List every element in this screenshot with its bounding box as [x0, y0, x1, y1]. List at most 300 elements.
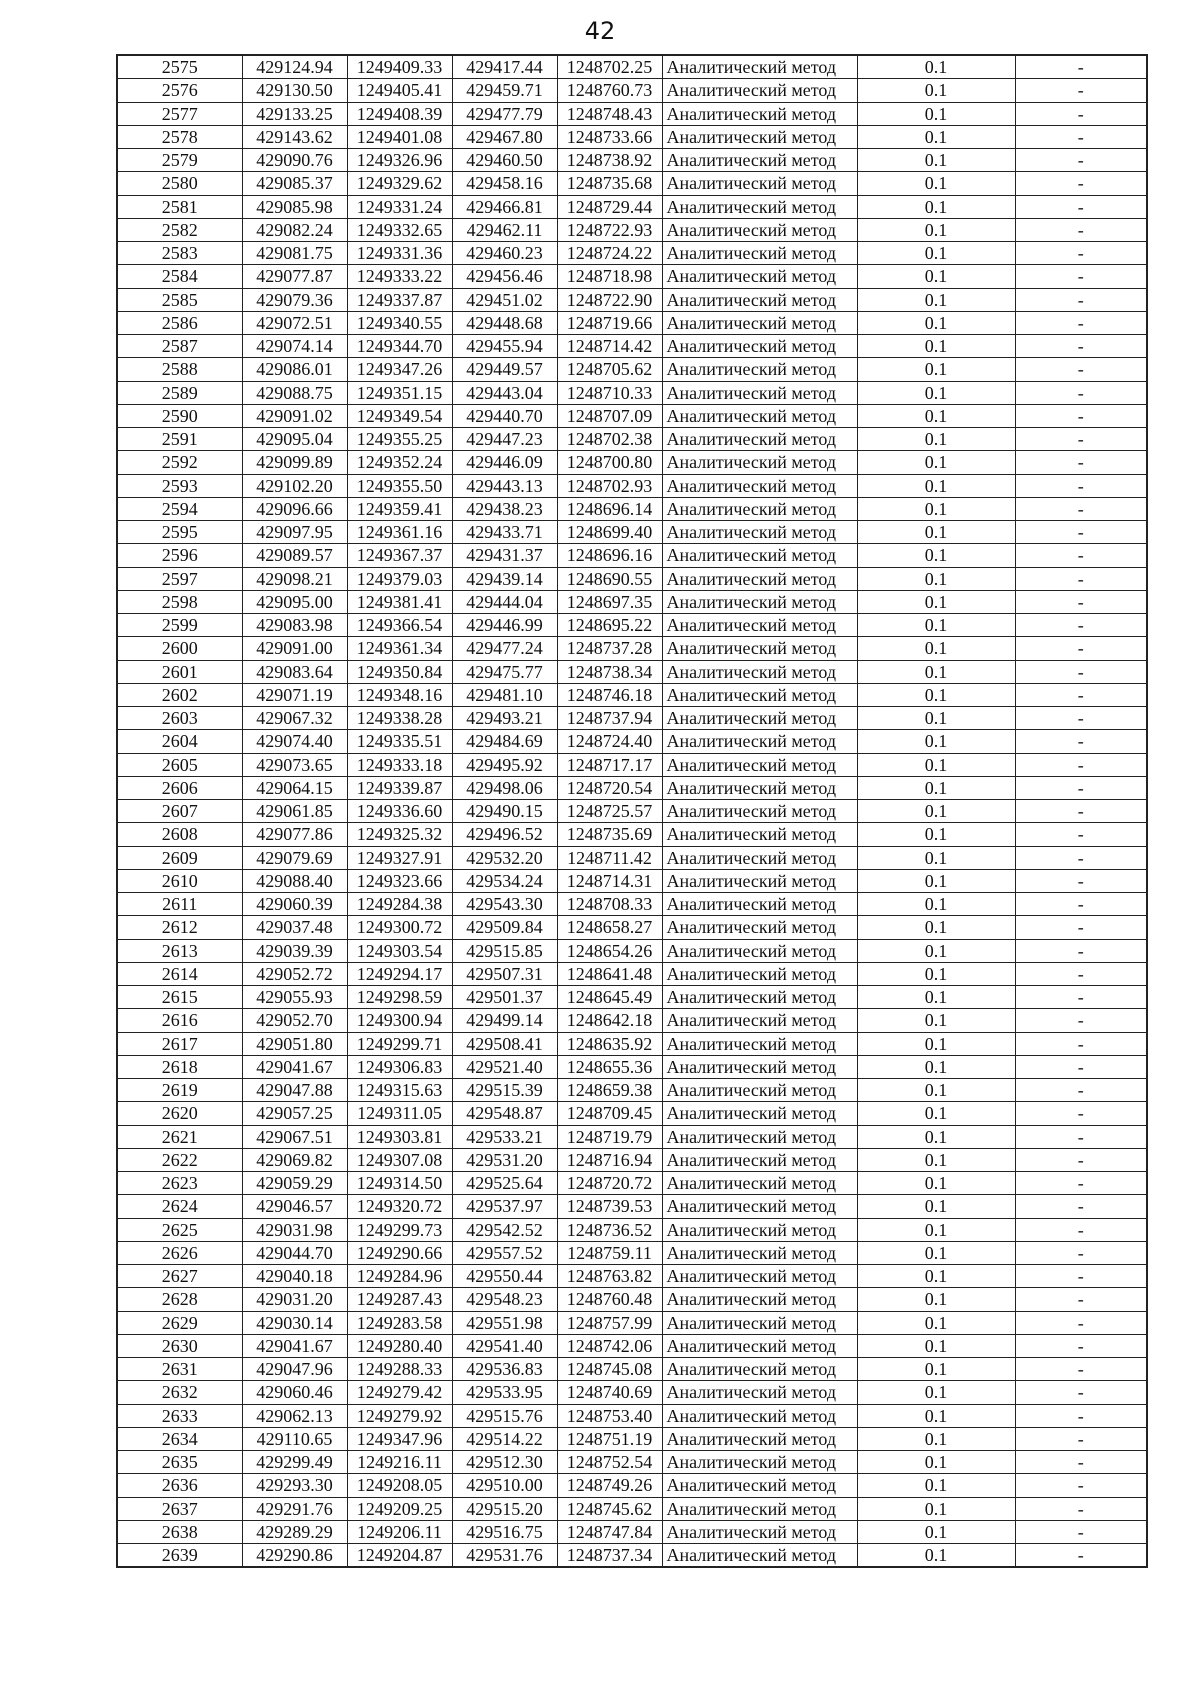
y-new-cell: 1248751.19 [557, 1427, 662, 1450]
table-row [117, 311, 1147, 334]
accuracy-cell: 0.1 [857, 846, 1015, 869]
y-old-cell: 1249361.16 [347, 521, 452, 544]
x-old-cell: 429040.18 [242, 1265, 347, 1288]
method-cell: Аналитический метод [662, 1427, 857, 1450]
accuracy-cell: 0.1 [857, 939, 1015, 962]
point-number-cell: 2621 [117, 1125, 242, 1148]
table-row [117, 939, 1147, 962]
note-cell: - [1015, 172, 1147, 195]
point-number-cell: 2620 [117, 1102, 242, 1125]
method-cell: Аналитический метод [662, 707, 857, 730]
x-new-cell: 429551.98 [452, 1311, 557, 1334]
accuracy-cell: 0.1 [857, 1009, 1015, 1032]
x-old-cell: 429064.15 [242, 776, 347, 799]
y-new-cell: 1248748.43 [557, 102, 662, 125]
point-number-cell: 2599 [117, 614, 242, 637]
accuracy-cell: 0.1 [857, 1404, 1015, 1427]
x-old-cell: 429299.49 [242, 1451, 347, 1474]
accuracy-cell: 0.1 [857, 125, 1015, 148]
x-new-cell: 429460.50 [452, 149, 557, 172]
y-new-cell: 1248738.92 [557, 149, 662, 172]
y-old-cell: 1249314.50 [347, 1172, 452, 1195]
note-cell: - [1015, 916, 1147, 939]
method-cell: Аналитический метод [662, 102, 857, 125]
note-cell: - [1015, 358, 1147, 381]
accuracy-cell: 0.1 [857, 1427, 1015, 1450]
table-row [117, 1427, 1147, 1450]
x-old-cell: 429074.14 [242, 335, 347, 358]
x-old-cell: 429031.20 [242, 1288, 347, 1311]
table-row [117, 869, 1147, 892]
y-old-cell: 1249348.16 [347, 683, 452, 706]
point-number-cell: 2625 [117, 1218, 242, 1241]
x-old-cell: 429037.48 [242, 916, 347, 939]
point-number-cell: 2635 [117, 1451, 242, 1474]
accuracy-cell: 0.1 [857, 1218, 1015, 1241]
point-number-cell: 2601 [117, 660, 242, 683]
table-row [117, 381, 1147, 404]
y-new-cell: 1248724.40 [557, 730, 662, 753]
table-row [117, 497, 1147, 520]
y-old-cell: 1249344.70 [347, 335, 452, 358]
y-old-cell: 1249303.81 [347, 1125, 452, 1148]
note-cell: - [1015, 242, 1147, 265]
x-new-cell: 429537.97 [452, 1195, 557, 1218]
x-old-cell: 429055.93 [242, 986, 347, 1009]
point-number-cell: 2615 [117, 986, 242, 1009]
table-row [117, 265, 1147, 288]
point-number-cell: 2575 [117, 55, 242, 79]
note-cell: - [1015, 660, 1147, 683]
x-new-cell: 429443.04 [452, 381, 557, 404]
y-new-cell: 1248720.72 [557, 1172, 662, 1195]
y-new-cell: 1248645.49 [557, 986, 662, 1009]
x-old-cell: 429082.24 [242, 218, 347, 241]
y-old-cell: 1249284.96 [347, 1265, 452, 1288]
accuracy-cell: 0.1 [857, 1241, 1015, 1264]
x-new-cell: 429515.76 [452, 1404, 557, 1427]
table-row [117, 125, 1147, 148]
point-number-cell: 2603 [117, 707, 242, 730]
note-cell: - [1015, 149, 1147, 172]
point-number-cell: 2616 [117, 1009, 242, 1032]
point-number-cell: 2636 [117, 1474, 242, 1497]
accuracy-cell: 0.1 [857, 1451, 1015, 1474]
method-cell: Аналитический метод [662, 893, 857, 916]
method-cell: Аналитический метод [662, 846, 857, 869]
note-cell: - [1015, 776, 1147, 799]
accuracy-cell: 0.1 [857, 683, 1015, 706]
x-new-cell: 429460.23 [452, 242, 557, 265]
x-old-cell: 429072.51 [242, 311, 347, 334]
x-new-cell: 429462.11 [452, 218, 557, 241]
x-new-cell: 429521.40 [452, 1055, 557, 1078]
point-number-cell: 2584 [117, 265, 242, 288]
x-old-cell: 429079.69 [242, 846, 347, 869]
table-row [117, 428, 1147, 451]
x-old-cell: 429130.50 [242, 79, 347, 102]
point-number-cell: 2607 [117, 800, 242, 823]
point-number-cell: 2585 [117, 288, 242, 311]
x-new-cell: 429536.83 [452, 1358, 557, 1381]
x-new-cell: 429548.23 [452, 1288, 557, 1311]
table-row [117, 335, 1147, 358]
note-cell: - [1015, 451, 1147, 474]
y-old-cell: 1249208.05 [347, 1474, 452, 1497]
y-old-cell: 1249350.84 [347, 660, 452, 683]
method-cell: Аналитический метод [662, 753, 857, 776]
method-cell: Аналитический метод [662, 1288, 857, 1311]
point-number-cell: 2600 [117, 637, 242, 660]
note-cell: - [1015, 730, 1147, 753]
table-row [117, 1520, 1147, 1543]
x-old-cell: 429102.20 [242, 474, 347, 497]
method-cell: Аналитический метод [662, 265, 857, 288]
y-new-cell: 1248763.82 [557, 1265, 662, 1288]
x-old-cell: 429085.37 [242, 172, 347, 195]
note-cell: - [1015, 335, 1147, 358]
x-old-cell: 429289.29 [242, 1520, 347, 1543]
table-row [117, 149, 1147, 172]
note-cell: - [1015, 195, 1147, 218]
method-cell: Аналитический метод [662, 1451, 857, 1474]
accuracy-cell: 0.1 [857, 544, 1015, 567]
y-old-cell: 1249349.54 [347, 404, 452, 427]
y-new-cell: 1248714.31 [557, 869, 662, 892]
y-old-cell: 1249366.54 [347, 614, 452, 637]
point-number-cell: 2611 [117, 893, 242, 916]
x-old-cell: 429085.98 [242, 195, 347, 218]
accuracy-cell: 0.1 [857, 195, 1015, 218]
method-cell: Аналитический метод [662, 1172, 857, 1195]
x-old-cell: 429057.25 [242, 1102, 347, 1125]
y-old-cell: 1249331.24 [347, 195, 452, 218]
table-row [117, 1265, 1147, 1288]
method-cell: Аналитический метод [662, 776, 857, 799]
y-new-cell: 1248710.33 [557, 381, 662, 404]
table-row [117, 55, 1147, 79]
note-cell: - [1015, 218, 1147, 241]
method-cell: Аналитический метод [662, 986, 857, 1009]
method-cell: Аналитический метод [662, 1381, 857, 1404]
method-cell: Аналитический метод [662, 962, 857, 985]
accuracy-cell: 0.1 [857, 149, 1015, 172]
note-cell: - [1015, 1218, 1147, 1241]
y-old-cell: 1249340.55 [347, 311, 452, 334]
x-old-cell: 429030.14 [242, 1311, 347, 1334]
x-old-cell: 429124.94 [242, 55, 347, 79]
accuracy-cell: 0.1 [857, 265, 1015, 288]
accuracy-cell: 0.1 [857, 381, 1015, 404]
method-cell: Аналитический метод [662, 730, 857, 753]
table-row [117, 521, 1147, 544]
point-number-cell: 2626 [117, 1241, 242, 1264]
y-new-cell: 1248709.45 [557, 1102, 662, 1125]
method-cell: Аналитический метод [662, 916, 857, 939]
note-cell: - [1015, 1427, 1147, 1450]
y-old-cell: 1249204.87 [347, 1544, 452, 1568]
y-new-cell: 1248740.69 [557, 1381, 662, 1404]
note-cell: - [1015, 869, 1147, 892]
method-cell: Аналитический метод [662, 358, 857, 381]
accuracy-cell: 0.1 [857, 1474, 1015, 1497]
y-new-cell: 1248702.25 [557, 55, 662, 79]
accuracy-cell: 0.1 [857, 1148, 1015, 1171]
x-new-cell: 429507.31 [452, 962, 557, 985]
point-number-cell: 2587 [117, 335, 242, 358]
note-cell: - [1015, 590, 1147, 613]
method-cell: Аналитический метод [662, 1311, 857, 1334]
y-old-cell: 1249339.87 [347, 776, 452, 799]
y-old-cell: 1249311.05 [347, 1102, 452, 1125]
accuracy-cell: 0.1 [857, 1358, 1015, 1381]
y-new-cell: 1248719.79 [557, 1125, 662, 1148]
x-new-cell: 429495.92 [452, 753, 557, 776]
x-old-cell: 429077.86 [242, 823, 347, 846]
accuracy-cell: 0.1 [857, 1079, 1015, 1102]
note-cell: - [1015, 1032, 1147, 1055]
x-new-cell: 429509.84 [452, 916, 557, 939]
x-old-cell: 429060.46 [242, 1381, 347, 1404]
table-row [117, 102, 1147, 125]
method-cell: Аналитический метод [662, 869, 857, 892]
point-number-cell: 2590 [117, 404, 242, 427]
table-row [117, 1148, 1147, 1171]
accuracy-cell: 0.1 [857, 660, 1015, 683]
note-cell: - [1015, 1009, 1147, 1032]
accuracy-cell: 0.1 [857, 916, 1015, 939]
y-new-cell: 1248752.54 [557, 1451, 662, 1474]
y-new-cell: 1248724.22 [557, 242, 662, 265]
note-cell: - [1015, 823, 1147, 846]
x-new-cell: 429475.77 [452, 660, 557, 683]
note-cell: - [1015, 497, 1147, 520]
accuracy-cell: 0.1 [857, 869, 1015, 892]
x-new-cell: 429543.30 [452, 893, 557, 916]
table-row [117, 242, 1147, 265]
accuracy-cell: 0.1 [857, 102, 1015, 125]
x-old-cell: 429067.32 [242, 707, 347, 730]
y-new-cell: 1248658.27 [557, 916, 662, 939]
note-cell: - [1015, 1311, 1147, 1334]
note-cell: - [1015, 311, 1147, 334]
x-new-cell: 429440.70 [452, 404, 557, 427]
y-old-cell: 1249347.26 [347, 358, 452, 381]
y-new-cell: 1248737.94 [557, 707, 662, 730]
method-cell: Аналитический метод [662, 1334, 857, 1357]
point-number-cell: 2589 [117, 381, 242, 404]
x-old-cell: 429091.02 [242, 404, 347, 427]
x-new-cell: 429496.52 [452, 823, 557, 846]
y-old-cell: 1249290.66 [347, 1241, 452, 1264]
method-cell: Аналитический метод [662, 335, 857, 358]
table-row [117, 660, 1147, 683]
x-new-cell: 429447.23 [452, 428, 557, 451]
note-cell: - [1015, 1102, 1147, 1125]
point-number-cell: 2609 [117, 846, 242, 869]
method-cell: Аналитический метод [662, 1055, 857, 1078]
table-row [117, 683, 1147, 706]
y-new-cell: 1248708.33 [557, 893, 662, 916]
x-new-cell: 429516.75 [452, 1520, 557, 1543]
y-old-cell: 1249307.08 [347, 1148, 452, 1171]
point-number-cell: 2576 [117, 79, 242, 102]
y-old-cell: 1249405.41 [347, 79, 452, 102]
y-new-cell: 1248696.14 [557, 497, 662, 520]
table-row [117, 893, 1147, 916]
y-new-cell: 1248720.54 [557, 776, 662, 799]
x-old-cell: 429095.00 [242, 590, 347, 613]
note-cell: - [1015, 288, 1147, 311]
x-old-cell: 429041.67 [242, 1055, 347, 1078]
x-new-cell: 429446.09 [452, 451, 557, 474]
note-cell: - [1015, 1125, 1147, 1148]
note-cell: - [1015, 614, 1147, 637]
method-cell: Аналитический метод [662, 218, 857, 241]
note-cell: - [1015, 1172, 1147, 1195]
method-cell: Аналитический метод [662, 567, 857, 590]
x-new-cell: 429456.46 [452, 265, 557, 288]
table-row [117, 614, 1147, 637]
y-new-cell: 1248635.92 [557, 1032, 662, 1055]
note-cell: - [1015, 381, 1147, 404]
accuracy-cell: 0.1 [857, 614, 1015, 637]
x-old-cell: 429083.98 [242, 614, 347, 637]
x-new-cell: 429490.15 [452, 800, 557, 823]
x-old-cell: 429046.57 [242, 1195, 347, 1218]
method-cell: Аналитический метод [662, 1148, 857, 1171]
y-old-cell: 1249352.24 [347, 451, 452, 474]
table-row [117, 986, 1147, 1009]
method-cell: Аналитический метод [662, 1358, 857, 1381]
note-cell: - [1015, 1079, 1147, 1102]
x-new-cell: 429449.57 [452, 358, 557, 381]
note-cell: - [1015, 428, 1147, 451]
accuracy-cell: 0.1 [857, 1497, 1015, 1520]
x-old-cell: 429099.89 [242, 451, 347, 474]
note-cell: - [1015, 1148, 1147, 1171]
point-number-cell: 2586 [117, 311, 242, 334]
table-row [117, 79, 1147, 102]
point-number-cell: 2602 [117, 683, 242, 706]
method-cell: Аналитический метод [662, 1520, 857, 1543]
y-old-cell: 1249331.36 [347, 242, 452, 265]
table-row [117, 1009, 1147, 1032]
accuracy-cell: 0.1 [857, 288, 1015, 311]
note-cell: - [1015, 1195, 1147, 1218]
y-new-cell: 1248695.22 [557, 614, 662, 637]
method-cell: Аналитический метод [662, 1102, 857, 1125]
x-new-cell: 429459.71 [452, 79, 557, 102]
accuracy-cell: 0.1 [857, 1544, 1015, 1568]
point-number-cell: 2613 [117, 939, 242, 962]
x-new-cell: 429501.37 [452, 986, 557, 1009]
method-cell: Аналитический метод [662, 823, 857, 846]
x-new-cell: 429433.71 [452, 521, 557, 544]
y-new-cell: 1248747.84 [557, 1520, 662, 1543]
point-number-cell: 2594 [117, 497, 242, 520]
x-old-cell: 429052.72 [242, 962, 347, 985]
x-old-cell: 429096.66 [242, 497, 347, 520]
accuracy-cell: 0.1 [857, 1520, 1015, 1543]
table-row [117, 1381, 1147, 1404]
table-row [117, 1079, 1147, 1102]
y-new-cell: 1248722.90 [557, 288, 662, 311]
note-cell: - [1015, 544, 1147, 567]
table-row [117, 218, 1147, 241]
point-number-cell: 2610 [117, 869, 242, 892]
x-old-cell: 429047.88 [242, 1079, 347, 1102]
x-new-cell: 429510.00 [452, 1474, 557, 1497]
note-cell: - [1015, 800, 1147, 823]
note-cell: - [1015, 986, 1147, 1009]
x-old-cell: 429098.21 [242, 567, 347, 590]
y-old-cell: 1249283.58 [347, 1311, 452, 1334]
note-cell: - [1015, 1474, 1147, 1497]
table-row [117, 1288, 1147, 1311]
y-old-cell: 1249287.43 [347, 1288, 452, 1311]
method-cell: Аналитический метод [662, 1125, 857, 1148]
x-old-cell: 429091.00 [242, 637, 347, 660]
x-new-cell: 429439.14 [452, 567, 557, 590]
y-old-cell: 1249379.03 [347, 567, 452, 590]
y-old-cell: 1249306.83 [347, 1055, 452, 1078]
point-number-cell: 2591 [117, 428, 242, 451]
method-cell: Аналитический метод [662, 428, 857, 451]
note-cell: - [1015, 1334, 1147, 1357]
y-old-cell: 1249323.66 [347, 869, 452, 892]
method-cell: Аналитический метод [662, 544, 857, 567]
x-new-cell: 429417.44 [452, 55, 557, 79]
y-old-cell: 1249325.32 [347, 823, 452, 846]
x-old-cell: 429293.30 [242, 1474, 347, 1497]
note-cell: - [1015, 1265, 1147, 1288]
table-row [117, 451, 1147, 474]
note-cell: - [1015, 753, 1147, 776]
y-new-cell: 1248753.40 [557, 1404, 662, 1427]
y-old-cell: 1249209.25 [347, 1497, 452, 1520]
x-new-cell: 429499.14 [452, 1009, 557, 1032]
y-old-cell: 1249327.91 [347, 846, 452, 869]
x-old-cell: 429090.76 [242, 149, 347, 172]
y-new-cell: 1248655.36 [557, 1055, 662, 1078]
y-new-cell: 1248696.16 [557, 544, 662, 567]
accuracy-cell: 0.1 [857, 590, 1015, 613]
x-new-cell: 429548.87 [452, 1102, 557, 1125]
x-old-cell: 429081.75 [242, 242, 347, 265]
y-new-cell: 1248742.06 [557, 1334, 662, 1357]
accuracy-cell: 0.1 [857, 242, 1015, 265]
x-new-cell: 429542.52 [452, 1218, 557, 1241]
x-old-cell: 429051.80 [242, 1032, 347, 1055]
point-number-cell: 2596 [117, 544, 242, 567]
note-cell: - [1015, 962, 1147, 985]
table-row [117, 916, 1147, 939]
point-number-cell: 2639 [117, 1544, 242, 1568]
x-new-cell: 429448.68 [452, 311, 557, 334]
accuracy-cell: 0.1 [857, 55, 1015, 79]
y-new-cell: 1248736.52 [557, 1218, 662, 1241]
method-cell: Аналитический метод [662, 1195, 857, 1218]
accuracy-cell: 0.1 [857, 172, 1015, 195]
table-row [117, 1404, 1147, 1427]
accuracy-cell: 0.1 [857, 823, 1015, 846]
y-new-cell: 1248760.73 [557, 79, 662, 102]
y-new-cell: 1248697.35 [557, 590, 662, 613]
y-new-cell: 1248759.11 [557, 1241, 662, 1264]
y-old-cell: 1249361.34 [347, 637, 452, 660]
y-old-cell: 1249303.54 [347, 939, 452, 962]
